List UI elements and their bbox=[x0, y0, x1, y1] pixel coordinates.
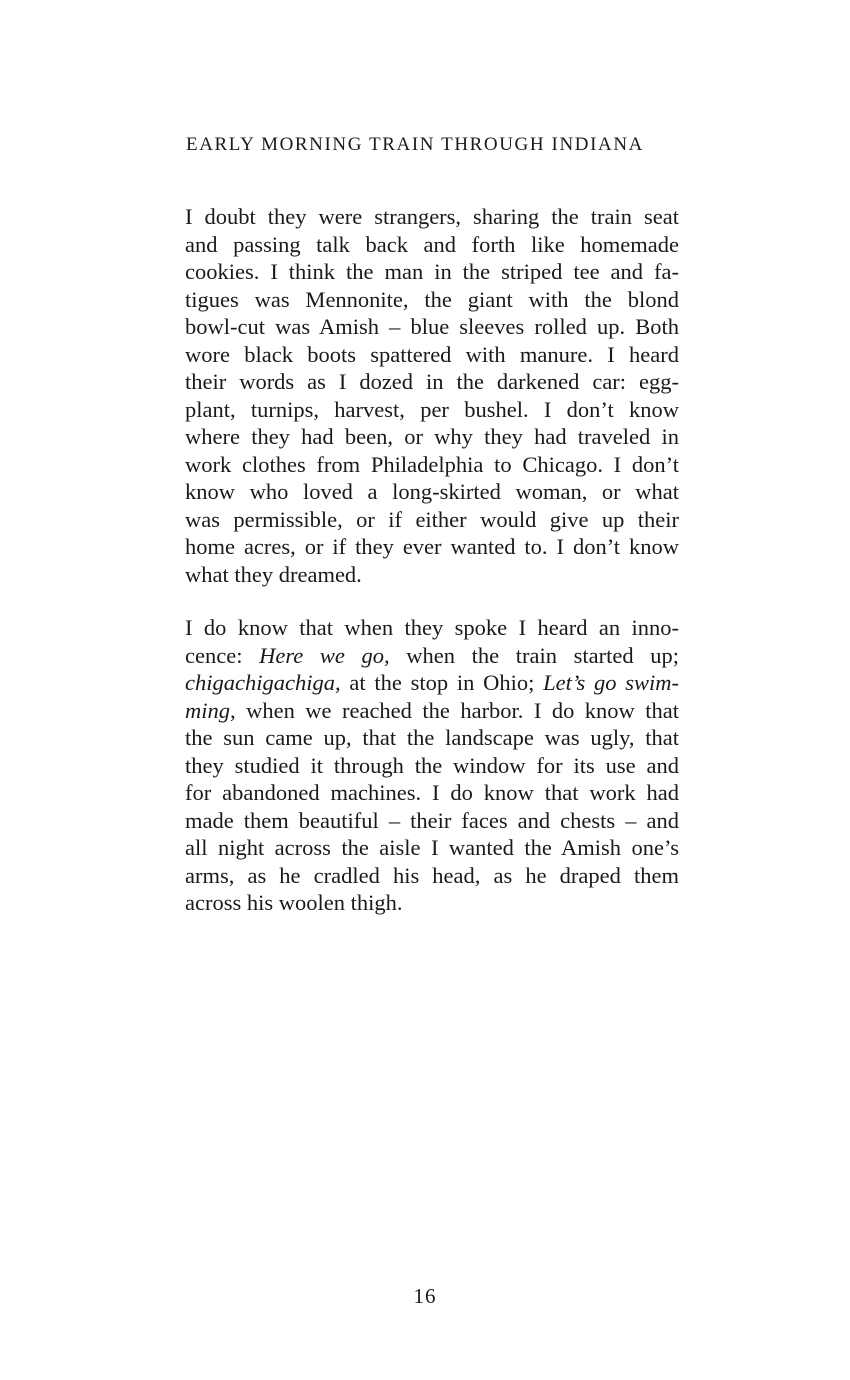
italic-quote: ming, bbox=[185, 697, 236, 723]
poem-line: the sun came up, that the landscape was ugly, that bbox=[185, 725, 679, 750]
poem-line: home acres, or if they ever wanted to. I don’t know bbox=[185, 534, 679, 559]
poem-line: arms, as he cradled his head, as he draped them bbox=[185, 862, 679, 888]
poem-line: their words as I dozed in the darkened car: egg- bbox=[185, 369, 679, 394]
poem-line: I doubt they were strangers, sharing the train seat bbox=[185, 204, 679, 229]
poem-line: wore black boots spattered with manure. I heard bbox=[185, 341, 679, 367]
poem-line bbox=[185, 697, 679, 725]
poem-line: I do know that when they spoke I heard an inno- bbox=[185, 615, 679, 640]
poem-line bbox=[185, 669, 679, 697]
poem-line: work clothes from Philadelphia to Chicago. I don’t bbox=[185, 451, 679, 477]
poem-line bbox=[185, 642, 679, 670]
line-text: cence: bbox=[185, 642, 243, 668]
italic-quote: chigachigachiga, bbox=[185, 670, 341, 695]
poem-line: for abandoned machines. I do know that work had bbox=[185, 780, 679, 805]
line-text: when we reached the harbor. I do know that bbox=[246, 697, 680, 723]
poem-line: across his woolen thigh. bbox=[185, 890, 403, 915]
poem-line: was permissible, or if either would give up their bbox=[185, 506, 679, 532]
poem-line: and passing talk back and forth like homemade bbox=[185, 231, 679, 257]
poem-line: made them beautiful – their faces and chests – and bbox=[185, 807, 679, 833]
line-text: when the train started up; bbox=[406, 642, 680, 668]
poem-line: cookies. I think the man in the striped tee and fa- bbox=[185, 259, 679, 284]
poem-line: know who loved a long-skirted woman, or what bbox=[185, 479, 679, 504]
poem-line: they studied it through the window for its use and bbox=[185, 752, 679, 778]
line-text: at the stop in Ohio; bbox=[349, 670, 535, 695]
italic-quote: Let’s go swim- bbox=[543, 670, 680, 695]
poem-title: EARLY MORNING TRAIN THROUGH INDIANA bbox=[186, 134, 645, 155]
poem-line: tigues was Mennonite, the giant with the blond bbox=[185, 286, 679, 312]
poem-line: where they had been, or why they had traveled in bbox=[185, 424, 679, 449]
poem-line: plant, turnips, harvest, per bushel. I don’t know bbox=[185, 396, 679, 422]
italic-quote: Here we go, bbox=[259, 642, 390, 668]
poem-line: all night across the aisle I wanted the Amish one’s bbox=[185, 835, 679, 860]
page-number: 16 bbox=[413, 1284, 437, 1308]
poem-line: bowl-cut was Amish – blue sleeves rolled up. Both bbox=[185, 314, 679, 339]
poem-line: what they dreamed. bbox=[185, 561, 362, 587]
